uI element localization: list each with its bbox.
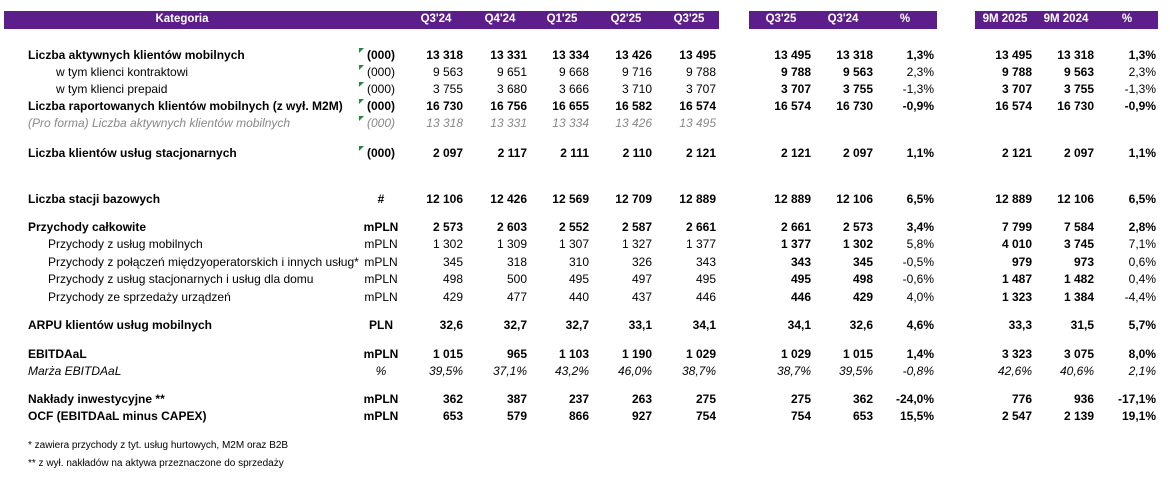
cell-ytd-0: 7 799 [1001,220,1032,234]
cell-yoy-2: 4,0% [906,290,934,304]
row-label: Przychody z usług mobilnych [48,237,203,251]
cell-yoy-0: 3 707 [780,82,811,96]
row-label: (Pro forma) Liczba aktywnych klientów mobilnych [28,116,291,130]
row-label: Przychody z usług stacjonarnych i usług dla domu [48,272,314,286]
cell-quarter-3: 46,0% [617,364,652,378]
cell-yoy-2: -24,0% [895,392,934,406]
cell-yoy-1: 16 730 [836,99,873,113]
cell-yoy-2: -0,8% [902,364,934,378]
cell-ytd-2: 0,4% [1128,272,1156,286]
cell-ytd-1: 16 730 [1057,99,1094,113]
cell-yoy-2: 1,3% [906,48,934,62]
row-unit: (000) [366,99,395,113]
cell-yoy-2: -0,5% [902,255,934,269]
row-unit: mPLN [364,290,398,304]
cell-quarter-0: 12 106 [426,192,463,206]
table-row [0,254,1170,271]
table-row [0,391,1170,408]
cell-quarter-0: 3 755 [432,82,463,96]
cell-quarter-0: 39,5% [428,364,463,378]
cell-yoy-1: 362 [852,392,873,406]
cell-ytd-2: 1,1% [1128,146,1156,160]
cell-ytd-0: 13 495 [995,48,1032,62]
row-label: ARPU klientów usług mobilnych [28,318,213,332]
cell-ytd-1: 40,6% [1059,364,1094,378]
cell-quarter-2: 310 [568,255,589,269]
table-row [0,219,1170,236]
header-yoy-2: % [899,13,911,25]
cell-yoy-0: 34,1 [787,318,811,332]
header-q1: Q4'24 [484,13,516,25]
row-label: Marża EBITDAaL [28,364,122,378]
row-label: Liczba stacji bazowych [28,192,161,206]
cell-quarter-4: 446 [695,290,716,304]
cell-ytd-0: 2 121 [1001,146,1032,160]
cell-quarter-4: 16 574 [679,99,716,113]
cell-quarter-4: 495 [695,272,716,286]
row-unit: PLN [369,318,393,332]
cell-ytd-1: 1 482 [1063,272,1094,286]
cell-yoy-2: 15,5% [899,409,934,423]
cell-quarter-3: 263 [631,392,652,406]
cell-yoy-0: 275 [790,392,811,406]
row-unit: % [375,364,387,378]
cell-quarter-3: 2 587 [621,220,652,234]
cell-quarter-2: 13 334 [552,48,589,62]
cell-ytd-0: 1 487 [1001,272,1032,286]
cell-quarter-2: 495 [568,272,589,286]
cell-yoy-2: -1,3% [902,82,934,96]
cell-yoy-0: 9 788 [780,65,811,79]
cell-yoy-0: 16 574 [774,99,811,113]
cell-yoy-1: 9 563 [842,65,873,79]
cell-ytd-2: 19,1% [1121,409,1156,423]
cell-yoy-1: 13 318 [836,48,873,62]
cell-ytd-1: 31,5 [1070,318,1094,332]
cell-ytd-0: 12 889 [995,192,1032,206]
cell-ytd-2: -0,9% [1124,99,1156,113]
row-label: Przychody z połączeń międzyoperatorskich i innych usług* [48,255,359,269]
cell-ytd-2: -1,3% [1124,82,1156,96]
header-kategoria: Kategoria [155,13,209,25]
row-unit: # [377,192,385,206]
cell-quarter-4: 13 495 [679,116,716,130]
cell-ytd-0: 33,3 [1008,318,1032,332]
cell-ytd-2: 1,3% [1128,48,1156,62]
cell-quarter-2: 440 [568,290,589,304]
cell-ytd-1: 7 584 [1063,220,1094,234]
cell-yoy-1: 429 [852,290,873,304]
cell-quarter-2: 16 655 [552,99,589,113]
table-row [0,346,1170,363]
cell-yoy-0: 2 121 [780,146,811,160]
footnote-1: * zawiera przychody z tyt. usług hurtowych, M2M oraz B2B [28,440,289,451]
cell-yoy-0: 1 029 [780,347,811,361]
row-unit: (000) [366,48,395,62]
table-row [0,408,1170,425]
table-row [0,363,1170,380]
table-row [0,191,1170,208]
row-label: Przychody ze sprzedaży urządzeń [48,290,231,304]
cell-ytd-0: 4 010 [1001,237,1032,251]
cell-quarter-0: 429 [442,290,463,304]
cell-yoy-0: 1 377 [780,237,811,251]
cell-quarter-1: 32,7 [503,318,527,332]
table-row [0,317,1170,334]
cell-ytd-0: 2 547 [1001,409,1032,423]
cell-quarter-1: 387 [506,392,527,406]
cell-ytd-0: 979 [1011,255,1032,269]
cell-quarter-1: 12 426 [490,192,527,206]
cell-quarter-0: 1 302 [432,237,463,251]
cell-quarter-3: 13 426 [615,48,652,62]
row-label: Przychody całkowite [28,220,147,234]
cell-yoy-2: 3,4% [906,220,934,234]
cell-quarter-4: 2 661 [685,220,716,234]
cell-ytd-1: 1 384 [1063,290,1094,304]
cell-quarter-2: 32,7 [565,318,589,332]
cell-ytd-0: 3 323 [1001,347,1032,361]
cell-quarter-0: 32,6 [439,318,463,332]
cell-yoy-1: 3 755 [842,82,873,96]
cell-quarter-2: 2 552 [558,220,589,234]
cell-ytd-2: 8,0% [1128,347,1156,361]
cell-quarter-1: 477 [506,290,527,304]
cell-ytd-1: 973 [1073,255,1094,269]
table-row [0,81,1170,98]
row-unit: (000) [366,146,395,160]
cell-ytd-1: 2 097 [1063,146,1094,160]
cell-yoy-2: -0,9% [902,99,934,113]
row-label: w tym klienci prepaid [56,82,168,96]
cell-yoy-2: 6,5% [906,192,934,206]
cell-quarter-3: 2 110 [622,146,652,160]
cell-yoy-1: 498 [852,272,873,286]
cell-yoy-1: 1 302 [842,237,873,251]
header-q3: Q2'25 [610,13,642,25]
cell-ytd-1: 3 755 [1063,82,1094,96]
row-unit: mPLN [364,255,398,269]
cell-ytd-0: 1 323 [1001,290,1032,304]
cell-ytd-0: 3 707 [1001,82,1032,96]
cell-quarter-3: 437 [631,290,652,304]
cell-yoy-2: 1,4% [906,347,934,361]
cell-quarter-0: 9 563 [432,65,463,79]
cell-quarter-1: 1 309 [496,237,527,251]
cell-quarter-4: 12 889 [679,192,716,206]
cell-quarter-4: 1 377 [685,237,716,251]
cell-yoy-2: 5,8% [906,237,934,251]
cell-ytd-0: 9 788 [1001,65,1032,79]
cell-quarter-2: 866 [568,409,589,423]
header-ytd-0: 9M 2025 [982,13,1028,25]
cell-quarter-4: 343 [695,255,716,269]
footnote-2: ** z wył. nakładów na aktywa przeznaczone do sprzedaży [28,458,284,469]
row-unit: mPLN [363,347,399,361]
cell-yoy-2: 1,1% [906,146,934,160]
cell-quarter-0: 498 [442,272,463,286]
cell-quarter-3: 13 426 [615,116,652,130]
cell-yoy-1: 653 [852,409,873,423]
cell-quarter-0: 13 318 [426,48,463,62]
cell-quarter-1: 9 651 [496,65,527,79]
row-unit: mPLN [363,409,399,423]
cell-quarter-2: 43,2% [554,364,589,378]
cell-quarter-2: 2 111 [560,146,589,160]
cell-quarter-1: 2 117 [497,146,527,160]
cell-quarter-0: 2 573 [432,220,463,234]
row-label: w tym klienci kontraktowi [56,65,189,79]
row-label: Liczba aktywnych klientów mobilnych [28,48,245,62]
header-q4: Q3'25 [673,13,705,25]
cell-quarter-2: 3 666 [558,82,589,96]
cell-quarter-2: 1 307 [558,237,589,251]
cell-quarter-4: 2 121 [685,146,716,160]
cell-quarter-4: 1 029 [685,347,716,361]
cell-quarter-2: 12 569 [552,192,589,206]
cell-yoy-2: 4,6% [906,318,934,332]
cell-ytd-1: 2 139 [1063,409,1094,423]
cell-ytd-2: 6,5% [1128,192,1156,206]
cell-ytd-2: 0,6% [1128,255,1156,269]
row-label: OCF (EBITDAaL minus CAPEX) [28,409,207,423]
cell-yoy-1: 2 097 [842,146,873,160]
cell-ytd-0: 16 574 [995,99,1032,113]
cell-quarter-1: 3 680 [496,82,527,96]
cell-quarter-4: 38,7% [681,364,716,378]
table-row [0,64,1170,81]
cell-quarter-3: 16 582 [615,99,652,113]
cell-yoy-1: 1 015 [842,347,873,361]
cell-quarter-3: 1 327 [621,237,652,251]
cell-yoy-0: 495 [790,272,811,286]
header-bar-main [4,11,719,29]
cell-quarter-0: 2 097 [432,146,463,160]
cell-ytd-2: 2,1% [1128,364,1156,378]
cell-quarter-4: 34,1 [692,318,716,332]
cell-yoy-0: 446 [790,290,811,304]
cell-ytd-0: 42,6% [997,364,1032,378]
cell-ytd-1: 12 106 [1057,192,1094,206]
table-row [0,271,1170,288]
row-label: EBITDAaL [28,347,87,361]
row-unit: mPLN [363,220,399,234]
cell-ytd-1: 13 318 [1057,48,1094,62]
cell-ytd-1: 3 745 [1063,237,1094,251]
cell-quarter-0: 1 015 [432,347,463,361]
row-unit: (000) [366,65,395,79]
row-unit: (000) [366,82,395,96]
cell-yoy-0: 12 889 [774,192,811,206]
cell-quarter-0: 362 [442,392,463,406]
cell-quarter-2: 13 334 [552,116,589,130]
cell-quarter-1: 16 756 [490,99,527,113]
cell-quarter-4: 9 788 [685,65,716,79]
cell-yoy-0: 343 [790,255,811,269]
cell-ytd-2: -17,1% [1117,392,1156,406]
cell-ytd-1: 3 075 [1063,347,1094,361]
cell-quarter-0: 345 [442,255,463,269]
cell-yoy-1: 2 573 [842,220,873,234]
cell-quarter-4: 3 707 [685,82,716,96]
cell-quarter-3: 1 190 [621,347,652,361]
cell-yoy-1: 39,5% [838,364,873,378]
cell-yoy-0: 38,7% [776,364,811,378]
header-ytd-1: 9M 2024 [1043,13,1089,25]
cell-quarter-0: 653 [442,409,463,423]
row-label: Nakłady inwestycyjne ** [28,392,165,406]
row-unit: (000) [366,116,395,130]
cell-quarter-2: 1 103 [558,347,589,361]
table-row [0,236,1170,253]
cell-ytd-0: 776 [1011,392,1032,406]
cell-yoy-2: -0,6% [902,272,934,286]
cell-ytd-2: -4,4% [1124,290,1156,304]
cell-quarter-3: 497 [631,272,652,286]
cell-yoy-1: 345 [852,255,873,269]
cell-ytd-2: 7,1% [1128,237,1156,251]
cell-yoy-2: 2,3% [906,65,934,79]
cell-quarter-1: 13 331 [490,116,527,130]
header-yoy-1: Q3'24 [827,13,859,25]
cell-quarter-1: 37,1% [492,364,527,378]
header-q2: Q1'25 [546,13,578,25]
cell-quarter-3: 12 709 [615,192,652,206]
cell-quarter-3: 3 710 [621,82,652,96]
cell-ytd-1: 936 [1073,392,1094,406]
table-row [0,47,1170,64]
cell-quarter-4: 275 [695,392,716,406]
cell-quarter-2: 237 [568,392,589,406]
cell-quarter-0: 13 318 [426,116,463,130]
cell-quarter-3: 326 [631,255,652,269]
cell-ytd-2: 2,8% [1128,220,1156,234]
row-label: Liczba klientów usług stacjonarnych [28,146,237,160]
cell-quarter-3: 33,1 [628,318,652,332]
row-label: Liczba raportowanych klientów mobilnych (z wył. M2M) [28,99,343,113]
header-bar-ytd [975,11,1158,29]
table-row [0,98,1170,115]
cell-quarter-1: 13 331 [490,48,527,62]
cell-yoy-0: 2 661 [780,220,811,234]
header-bar-yoy [749,11,937,29]
cell-ytd-2: 5,7% [1128,318,1156,332]
cell-ytd-2: 2,3% [1128,65,1156,79]
row-unit: mPLN [363,392,399,406]
cell-quarter-3: 927 [631,409,652,423]
cell-quarter-1: 318 [506,255,527,269]
cell-quarter-1: 965 [506,347,527,361]
cell-quarter-3: 9 716 [621,65,652,79]
cell-yoy-0: 13 495 [774,48,811,62]
cell-quarter-1: 2 603 [496,220,527,234]
cell-quarter-4: 754 [695,409,716,423]
row-unit: mPLN [364,237,398,251]
cell-yoy-1: 12 106 [836,192,873,206]
cell-quarter-2: 9 668 [558,65,589,79]
header-yoy-0: Q3'25 [765,13,797,25]
table-row [0,289,1170,306]
table-row [0,115,1170,132]
header-ytd-2: % [1121,13,1133,25]
cell-yoy-1: 32,6 [849,318,873,332]
cell-quarter-1: 579 [506,409,527,423]
cell-quarter-1: 500 [506,272,527,286]
table-row [0,145,1170,162]
cell-quarter-0: 16 730 [426,99,463,113]
cell-ytd-1: 9 563 [1063,65,1094,79]
cell-quarter-4: 13 495 [679,48,716,62]
cell-yoy-0: 754 [790,409,811,423]
header-q0: Q3'24 [420,13,452,25]
row-unit: mPLN [364,272,398,286]
